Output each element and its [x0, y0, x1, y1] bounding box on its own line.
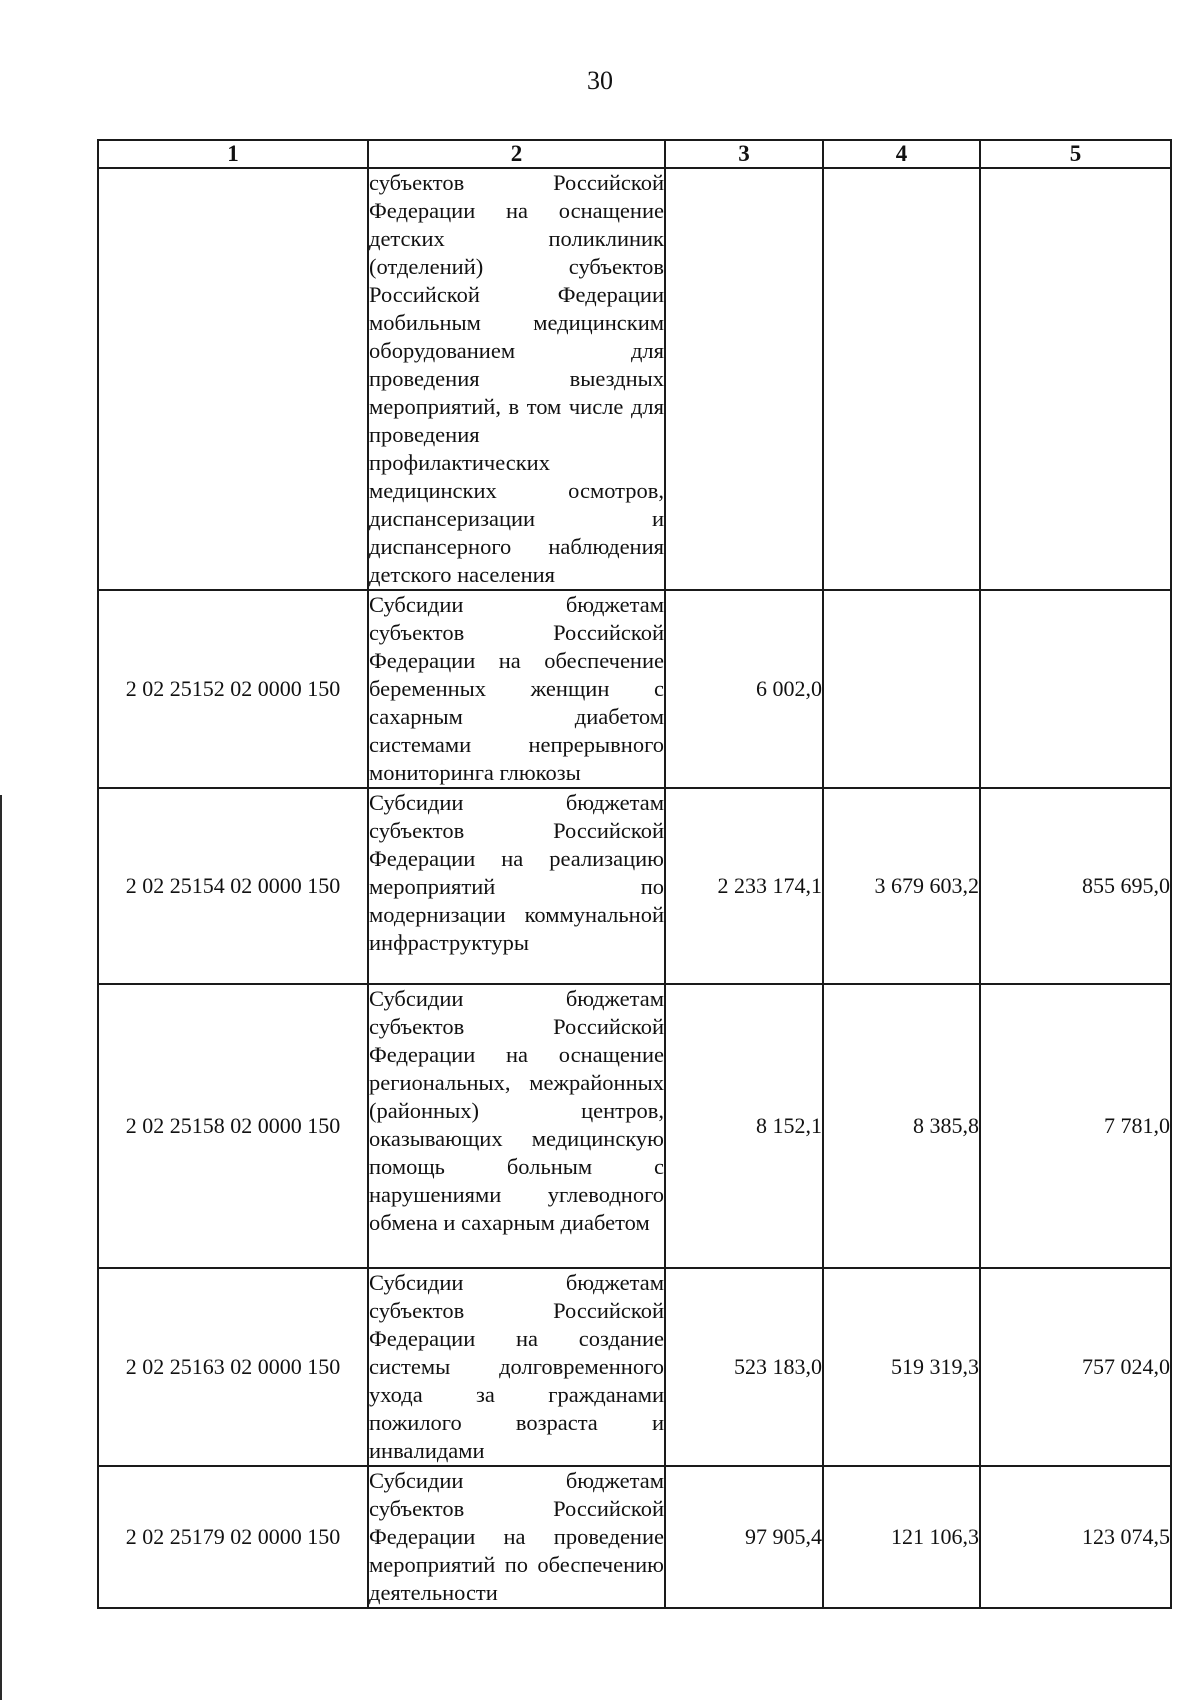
- description-cell: Субсидии бюджетам субъектов Российской Федерации на обеспечение беременных женщин с сахарным диабетом системами непрерывного мониторинга глюкозы: [368, 590, 665, 788]
- column-header-1: 1: [98, 140, 368, 168]
- value-cell-col5: 7 781,0: [980, 984, 1171, 1268]
- column-header-3: 3: [665, 140, 823, 168]
- budget-code-cell: 2 02 25179 02 0000 150: [98, 1466, 368, 1608]
- column-header-4: 4: [823, 140, 980, 168]
- description-cell: субъектов Российской Федерации на оснащение детских поликлиник (отделений) субъектов Российской Федерации мобильным медицинским оборудованием для проведения выездных мероприятий, в том числе для проведения профилактических медицинских осмотров, диспансеризации и диспансерного наблюдения детского населения: [368, 168, 665, 590]
- budget-code-cell: 2 02 25158 02 0000 150: [98, 984, 368, 1268]
- value-cell-col3: 523 183,0: [665, 1268, 823, 1466]
- value-cell-col3: 2 233 174,1: [665, 788, 823, 984]
- value-cell-col5: [980, 590, 1171, 788]
- table-row: [98, 984, 1171, 1268]
- table-row: [98, 1268, 1171, 1466]
- value-cell-col4: 3 679 603,2: [823, 788, 980, 984]
- description-cell: Субсидии бюджетам субъектов Российской Федерации на реализацию мероприятий по модернизации коммунальной инфраструктуры: [368, 788, 665, 984]
- value-cell-col4: [823, 590, 980, 788]
- value-cell-col5: 123 074,5: [980, 1466, 1171, 1608]
- value-cell-col3: 97 905,4: [665, 1466, 823, 1608]
- value-cell-col4: 519 319,3: [823, 1268, 980, 1466]
- column-header-2: 2: [368, 140, 665, 168]
- description-cell: Субсидии бюджетам субъектов Российской Федерации на проведение мероприятий по обеспечению деятельности: [368, 1466, 665, 1608]
- value-cell-col3: 8 152,1: [665, 984, 823, 1268]
- budget-code-cell: 2 02 25163 02 0000 150: [98, 1268, 368, 1466]
- scan-edge-line: [0, 795, 2, 1700]
- budget-code-cell: 2 02 25154 02 0000 150: [98, 788, 368, 984]
- value-cell-col5: 757 024,0: [980, 1268, 1171, 1466]
- budget-table: [97, 139, 1172, 1609]
- value-cell-col4: 121 106,3: [823, 1466, 980, 1608]
- table-row: [98, 1466, 1171, 1608]
- description-cell: Субсидии бюджетам субъектов Российской Федерации на создание системы долговременного ухода за гражданами пожилого возраста и инвалидами: [368, 1268, 665, 1466]
- value-cell-col5: 855 695,0: [980, 788, 1171, 984]
- column-header-5: 5: [980, 140, 1171, 168]
- budget-code-cell: 2 02 25152 02 0000 150: [98, 590, 368, 788]
- table-header-row: [98, 140, 1171, 168]
- value-cell-col4: 8 385,8: [823, 984, 980, 1268]
- description-cell: Субсидии бюджетам субъектов Российской Федерации на оснащение региональных, межрайонных (районных) центров, оказывающих медицинскую помощь больным с нарушениями углеводного обмена и сахарным диабетом: [368, 984, 665, 1268]
- value-cell-col4: [823, 168, 980, 590]
- table-row: [98, 168, 1171, 590]
- value-cell-col5: [980, 168, 1171, 590]
- value-cell-col3: [665, 168, 823, 590]
- table-row: [98, 590, 1171, 788]
- budget-code-cell: [98, 168, 368, 590]
- value-cell-col3: 6 002,0: [665, 590, 823, 788]
- table-row: [98, 788, 1171, 984]
- page-number: 30: [587, 66, 613, 95]
